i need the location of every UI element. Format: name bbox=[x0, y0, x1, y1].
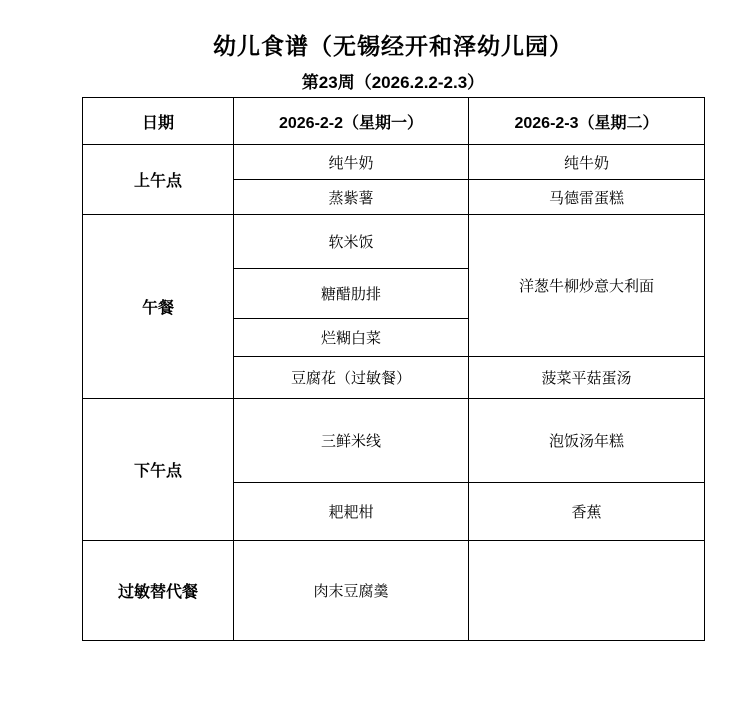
dish-cell-merged: 洋葱牛柳炒意大利面 bbox=[469, 215, 705, 357]
dish-cell: 软米饭 bbox=[234, 215, 469, 269]
header-row bbox=[83, 98, 705, 145]
dish-cell: 香蕉 bbox=[469, 483, 705, 541]
section-label-morning-snack: 上午点 bbox=[83, 145, 234, 215]
table-row bbox=[83, 215, 705, 269]
header-cell-date: 日期 bbox=[83, 98, 234, 145]
header-cell-day2: 2026-2-3（星期二） bbox=[469, 98, 705, 145]
dish-cell: 马德雷蛋糕 bbox=[469, 180, 705, 215]
section-label-lunch: 午餐 bbox=[83, 215, 234, 399]
table-row bbox=[83, 541, 705, 641]
table-row bbox=[83, 145, 705, 180]
page-subtitle: 第23周（2026.2.2-2.3） bbox=[301, 73, 485, 92]
table-row bbox=[83, 399, 705, 483]
dish-cell: 纯牛奶 bbox=[469, 145, 705, 180]
dish-cell: 耙耙柑 bbox=[234, 483, 469, 541]
dish-cell: 泡饭汤年糕 bbox=[469, 399, 705, 483]
menu-table bbox=[82, 97, 705, 641]
dish-cell: 三鲜米线 bbox=[234, 399, 469, 483]
dish-cell: 纯牛奶 bbox=[234, 145, 469, 180]
dish-cell: 肉末豆腐羹 bbox=[234, 541, 469, 641]
page-title: 幼儿食谱（无锡经开和泽幼儿园） bbox=[213, 33, 573, 59]
section-label-allergy-alternative: 过敏替代餐 bbox=[83, 541, 234, 641]
dish-cell: 豆腐花（过敏餐） bbox=[234, 357, 469, 399]
header-cell-day1: 2026-2-2（星期一） bbox=[234, 98, 469, 145]
dish-cell: 菠菜平菇蛋汤 bbox=[469, 357, 705, 399]
dish-cell: 糖醋肋排 bbox=[234, 269, 469, 319]
dish-cell: 烂糊白菜 bbox=[234, 319, 469, 357]
dish-cell-empty bbox=[469, 541, 705, 641]
section-label-afternoon-snack: 下午点 bbox=[83, 399, 234, 541]
dish-cell: 蒸紫薯 bbox=[234, 180, 469, 215]
